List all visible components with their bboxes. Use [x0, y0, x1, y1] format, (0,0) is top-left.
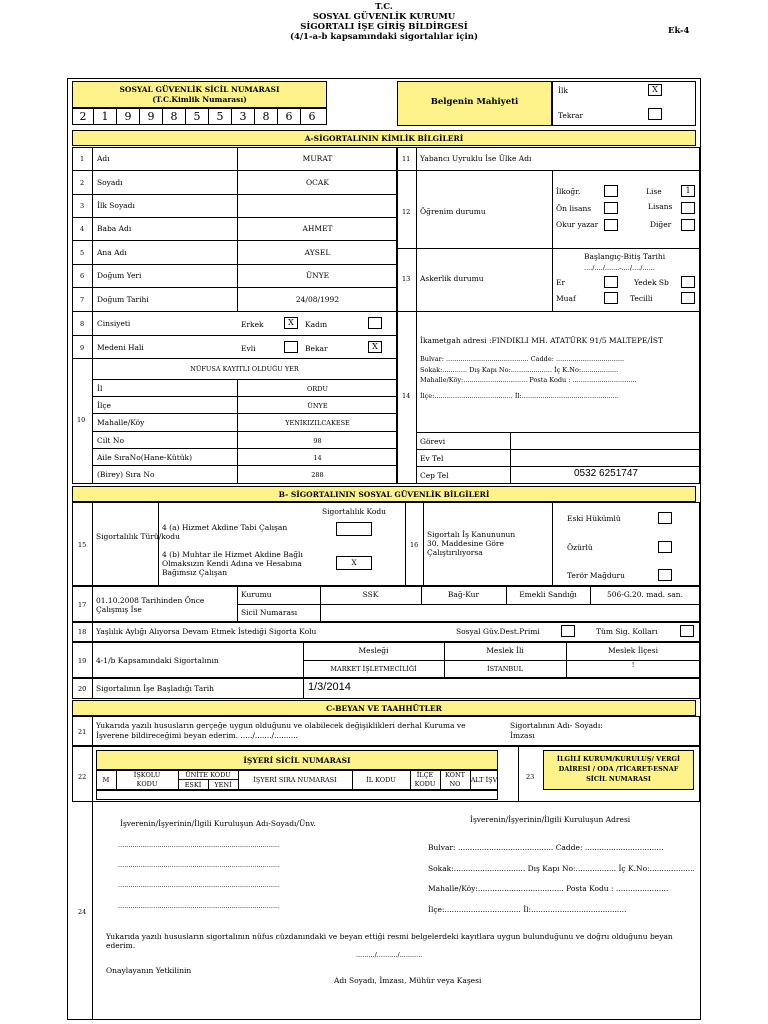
field-label: Soyadı [97, 178, 123, 187]
tax-office-label-3: SİCİL NUMARASI [586, 775, 651, 783]
literate-checkbox[interactable] [604, 219, 618, 231]
deferred-checkbox[interactable] [681, 292, 695, 304]
column-sector: İŞKOLU [133, 771, 161, 779]
nationality-label: Yabancı Uyruklu İse Ülke Adı [420, 154, 532, 163]
registry-volume-value[interactable]: 98 [313, 437, 322, 445]
row-number: 11 [402, 155, 411, 163]
tax-office-label-2: DAİRESİ / ODA /TİCARET-ESNAF [558, 765, 679, 773]
column-unit-old: ESKİ [184, 781, 202, 789]
employer-address-label: İşverenin/İşyerinin/İlgili Kuruluşun Adresi [470, 815, 631, 824]
registry-label: Mahalle/Köy [97, 418, 145, 427]
sicil-digit: 6 [285, 110, 293, 123]
district-line: İlçe:...................................... İl:............................................... [420, 392, 619, 400]
registry-label: İlçe [97, 401, 112, 410]
mother-name-value[interactable]: AYSEL [304, 248, 331, 257]
identity-left-block [72, 147, 397, 484]
header-tc: T.C. [375, 2, 393, 12]
type-4a-label: 4 (a) Hizmet Akdine Tabi Çalışan [162, 523, 288, 532]
column-control-no-2: NO [449, 780, 461, 788]
deferred-label: Tecilli [630, 294, 653, 303]
insured-name-label: Sigortalının Adı- Soyadı: [510, 721, 603, 730]
row-number: 16 [410, 541, 419, 549]
column-sub-employer: ALT İŞV [470, 776, 498, 784]
residence-address[interactable] [420, 336, 663, 345]
job-title-label: Görevi [420, 437, 446, 446]
column-district-code-2: KODU [414, 780, 436, 788]
header-subtitle: (4/1-a-b kapsamındaki sigortalılar için) [290, 32, 478, 42]
ex-convict-checkbox[interactable] [658, 512, 672, 524]
section-a-header [72, 130, 696, 146]
row-number: 10 [77, 416, 86, 424]
male-checkbox[interactable]: X [284, 317, 298, 329]
row-number: 22 [78, 773, 87, 781]
column-m: M [102, 776, 110, 784]
literate-label: Okur yazar [556, 220, 599, 229]
declaration-text: Yukarıda yazılı hususların gerçeğe uygun olduğunu ve olabilecek değişiklikleri derhal Kuruma ve [96, 721, 466, 730]
military-date-value[interactable]: ..../..../.......-..../..../...... [584, 264, 655, 272]
married-label: Evli [241, 344, 256, 353]
residence-address-text: İkametgah adresi :FINDIKLI MH. ATATÜRK 91/5 MALTEPE/İST [420, 336, 663, 345]
row-number: 9 [80, 344, 85, 352]
article30-label-2: 30. Maddesine Göre [427, 539, 504, 548]
header-institution: SOSYAL GÜVENLİK KURUMU [312, 12, 456, 22]
birth-place-value[interactable]: ÜNYE [305, 271, 330, 280]
type-4b-label-2: Olmaksızın Kendi Adına ve Hesabına [162, 559, 302, 568]
street-line: Sokak:............ Dış Kapı No:.................... İç K.No:.................. [420, 366, 619, 374]
column-sector-2: KODU [136, 780, 158, 788]
registry-label: (Birey) Sıra No [97, 470, 155, 479]
workplace-no-title-box [96, 750, 498, 770]
type-4a-code-box[interactable] [336, 522, 372, 536]
education-label: Öğrenim durumu [420, 207, 486, 216]
sicil-label-box [72, 81, 327, 108]
profession-province-label: Meslek İli [486, 646, 524, 655]
row-number: 15 [78, 541, 87, 549]
sicil-digit: 8 [170, 110, 178, 123]
birth-date-value[interactable]: 24/08/1992 [295, 295, 340, 304]
section-c-header [72, 700, 696, 716]
row-number: 7 [80, 296, 85, 304]
field-label: Doğum Yeri [97, 271, 142, 280]
ssk-label: SSK [362, 590, 379, 599]
all-branches-checkbox[interactable] [680, 625, 694, 637]
married-checkbox[interactable] [284, 341, 298, 353]
column-unit-code: ÜNİTE KODU [185, 771, 231, 779]
home-phone-label: Ev Tel [420, 454, 444, 463]
declaration-text-2: İşverene bildireceğimi beyan ederim. ...../......./.......... [96, 731, 298, 740]
profession-province-value[interactable]: İSTANBUL [487, 665, 523, 673]
start-date-value[interactable]: 1/3/2014 [308, 681, 351, 693]
sicil-digit: 2 [79, 110, 87, 123]
field-label: Baba Adı [97, 224, 132, 233]
page-title: SİGORTALI İŞE GİRİŞ BİLDİRGESİ [300, 22, 468, 32]
row-number: 17 [78, 601, 87, 609]
reserve-officer-checkbox[interactable] [681, 276, 695, 288]
column-province-code: İL KODU [366, 776, 396, 784]
insured-signature-label: İmzası [510, 731, 535, 740]
all-branches-label: Tüm Sig. Kolları [596, 627, 658, 636]
other-checkbox[interactable] [681, 219, 695, 231]
row-number: 12 [402, 208, 411, 216]
row-number: 8 [80, 320, 85, 328]
sicil-digit: 9 [147, 110, 155, 123]
first-name-value[interactable]: MURAT [302, 154, 333, 163]
sicil-label: SOSYAL GÜVENLİK SİCİL NUMARASI [119, 85, 280, 94]
military-date-label: Başlangıç-Bitiş Tarihi [584, 252, 666, 261]
high-school-checkbox[interactable]: 1 [681, 185, 695, 197]
disabled-label: Özürlü [567, 543, 593, 552]
profession-value[interactable]: MARKET İŞLETMECİLİĞİ [330, 665, 417, 673]
row-number: 23 [526, 773, 535, 781]
workplace-no-input[interactable] [96, 790, 498, 800]
profession-district-label: Meslek İlçesi [608, 646, 658, 655]
private-label: Er [556, 278, 566, 287]
single-label: Bekar [305, 344, 328, 353]
terror-victim-label: Terör Mağduru [567, 571, 625, 580]
identity-right-block [397, 147, 700, 484]
sicil-digit: 5 [216, 110, 224, 123]
row-number: 1 [80, 155, 85, 163]
registry-title: NÜFUSA KAYITLI OLDUĞU YER [190, 365, 299, 373]
row-number: 4 [80, 225, 85, 233]
ilk-label: İlk [558, 86, 568, 95]
start-date-label: Sigortalının İşe Başladığı Tarih [96, 684, 214, 693]
single-checkbox[interactable]: X [368, 341, 382, 353]
social-support-label: Sosyal Güv.Dest.Primi [456, 627, 540, 636]
section-c-title: C-BEYAN VE TAAHHÜTLER [326, 704, 442, 713]
associate-checkbox[interactable] [604, 202, 618, 214]
prior-work-label: 01.10.2008 Tarihinden Önce [96, 596, 205, 605]
mobile-phone-value[interactable]: 0532 6251747 [574, 468, 638, 479]
employer-district-line: İlçe:................................ İl:........................................ [428, 905, 627, 914]
military-label: Askerlik durumu [420, 274, 484, 283]
registry-label: İl [97, 384, 103, 393]
registry-province-value[interactable]: ORDU [307, 385, 328, 393]
section-a-title: A-SİGORTALININ KİMLİK BİLGİLERİ [304, 134, 464, 143]
other-label: Diğer [650, 220, 672, 229]
type-4b-label: 4 (b) Muhtar ile Hizmet Akdine Bağlı [162, 550, 303, 559]
column-unit-new: YENİ [214, 781, 232, 789]
primary-school-checkbox[interactable] [604, 185, 618, 197]
row-number: 5 [80, 249, 85, 257]
row-number: 19 [78, 657, 87, 665]
private-checkbox[interactable] [604, 276, 618, 288]
approver-label: Onaylayanın Yetkilinin [106, 966, 192, 975]
primary-school-label: İlkoğr. [556, 187, 581, 196]
article30-label-3: Çalıştırılıyorsa [427, 548, 483, 557]
row-number: 21 [78, 728, 87, 736]
marital-label: Medeni Hali [97, 343, 144, 352]
registry-label: Cilt No [97, 436, 125, 445]
article-506-label: 506-G.20. mad. san. [607, 590, 683, 599]
field-label: İlk Soyadı [97, 201, 135, 210]
disabled-checkbox[interactable] [658, 541, 672, 553]
ilk-checkbox[interactable]: X [648, 84, 662, 96]
registry-individual-no-value[interactable]: 288 [311, 471, 324, 479]
field-label: Ana Adı [97, 248, 127, 257]
terror-victim-checkbox[interactable] [658, 569, 672, 581]
registration-no-label: Sicil Numarası [241, 608, 298, 617]
row-number: 18 [78, 628, 87, 636]
high-school-label: Lise [646, 187, 662, 196]
sicil-sublabel: (T.C.Kimlik Numarası) [152, 95, 247, 104]
row-number: 3 [80, 202, 85, 210]
reserve-officer-label: Yedek Sb [634, 278, 669, 287]
ex-convict-label: Eski Hükümlü [567, 514, 621, 523]
employer-date-line[interactable]: ........./........../........... [356, 951, 423, 959]
social-support-checkbox[interactable] [561, 625, 575, 637]
row-number: 13 [402, 275, 411, 283]
sicil-digit: 1 [101, 110, 109, 123]
mahiyet-label-box [397, 81, 552, 126]
tax-office-box [543, 750, 694, 790]
employer-name-line[interactable]: .............................................................................. [118, 881, 280, 889]
mahiyet-label: Belgenin Mahiyeti [430, 97, 519, 107]
bagkur-label: Bağ-Kur [447, 590, 480, 599]
field-label: Doğum Tarihi [97, 295, 149, 304]
tekrar-label: Tekrar [558, 111, 584, 120]
employer-name-line[interactable]: .............................................................................. [118, 841, 280, 849]
mobile-phone-label: Cep Tel [420, 471, 449, 480]
type-4b-code-box[interactable]: X [336, 556, 372, 570]
neighborhood-line: Mahalle/Köy:............................... Posta Kodu : ............................... [420, 376, 637, 384]
sicil-digit: 8 [262, 110, 270, 123]
insurance-code-label: Sigortalılık Kodu [322, 507, 386, 516]
insurance-type-label: Sigortalılık Türü/kodu [96, 532, 180, 541]
row-number: 20 [78, 685, 87, 693]
female-label: Kadın [305, 320, 328, 329]
profession-section-label: 4-1/b Kapsamındaki Sigortalının [96, 656, 219, 665]
row-number: 24 [78, 908, 87, 916]
type-4b-label-3: Bağımsız Çalışan [162, 568, 228, 577]
pension-fund-label: Emekli Sandığı [519, 590, 577, 599]
bachelor-checkbox[interactable] [681, 202, 695, 214]
male-label: Erkek [241, 320, 264, 329]
tekrar-checkbox[interactable] [648, 108, 662, 120]
sicil-digit: 6 [308, 110, 316, 123]
prior-work-label-2: Çalışmış İse [96, 605, 142, 614]
employer-boulevard-line: Bulvar: ........................................ Cadde: ................................. [428, 843, 664, 852]
field-label: Adı [97, 154, 110, 163]
column-sequence-no: İŞYERİ SIRA NUMARASI [253, 776, 337, 784]
row-number: 2 [80, 179, 85, 187]
sicil-digit: 3 [239, 110, 247, 123]
workplace-no-title: İŞYERİ SİCİL NUMARASI [243, 756, 351, 765]
old-age-branch-label: Yaşlılık Aylığı Alıyorsa Devam Etmek İstediği Sigorta Kolu [96, 627, 317, 636]
bachelor-label: Lisans [648, 202, 673, 211]
exempt-checkbox[interactable] [604, 292, 618, 304]
registry-district-value[interactable]: ÜNYE [307, 402, 328, 410]
employer-name-line[interactable]: .............................................................................. [118, 902, 280, 910]
appendix-label: Ek-4 [668, 26, 690, 36]
article30-label: Sigortalı İş Kanununun [427, 530, 516, 539]
profession-district-value[interactable]: ! [631, 661, 635, 669]
sicil-digit: 5 [193, 110, 201, 123]
section-b-title: B- SİGORTALININ SOSYAL GÜVENLİK BİLGİLERİ [278, 490, 490, 499]
tax-office-label: İLGİLİ KURUM/KURULUŞ/ VERGİ [556, 755, 681, 763]
employer-declaration-text-2: ederim. [106, 941, 136, 950]
boulevard-line: Bulvar: ........................................ Cadde: ................................. [420, 355, 625, 363]
registry-family-no-value[interactable]: 14 [313, 454, 322, 462]
employer-name-label: İşverenin/İşyerinin/İlgili Kuruluşun Adı-Soyadı/Ünv. [120, 819, 316, 828]
registry-village-value[interactable]: YENİKIZILCAKESE [285, 419, 350, 427]
exempt-label: Muaf [556, 294, 576, 303]
surname-value[interactable]: OCAK [306, 178, 329, 187]
registry-label: Aile SıraNo(Hane-Kütük) [97, 453, 193, 462]
sicil-digit: 9 [124, 110, 132, 123]
employer-name-line[interactable]: .............................................................................. [118, 861, 280, 869]
employer-street-line: Sokak:.............................. Dış Kapı No:................. İç K.No:................... [428, 864, 695, 873]
section-b-header [72, 486, 696, 502]
father-name-value[interactable]: AHMET [302, 224, 333, 233]
employer-declaration-text: Yukarıda yazılı hususların sigortalının nüfus cüzdanındaki ve beyan ettiği resmi belgelerdeki kayıtlara uygun bulunduğunu ve doğru olduğunu beyan [106, 932, 673, 941]
female-checkbox[interactable] [368, 317, 382, 329]
approver-signature-label: Adı Soyadı, İmzası, Mühür veya Kaşesi [334, 976, 482, 985]
profession-label: Mesleği [358, 646, 389, 655]
column-control-no: KONT [444, 771, 466, 779]
associate-label: Ön lisans [556, 204, 592, 213]
employer-neighborhood-line: Mahalle/Köy:.................................... Posta Kodu : ...................... [428, 884, 669, 893]
row-number: 14 [402, 392, 411, 400]
institution-label: Kurumu [241, 590, 272, 599]
gender-label: Cinsiyeti [97, 319, 131, 328]
column-district-code: İLÇE [416, 771, 434, 779]
row-number: 6 [80, 272, 85, 280]
